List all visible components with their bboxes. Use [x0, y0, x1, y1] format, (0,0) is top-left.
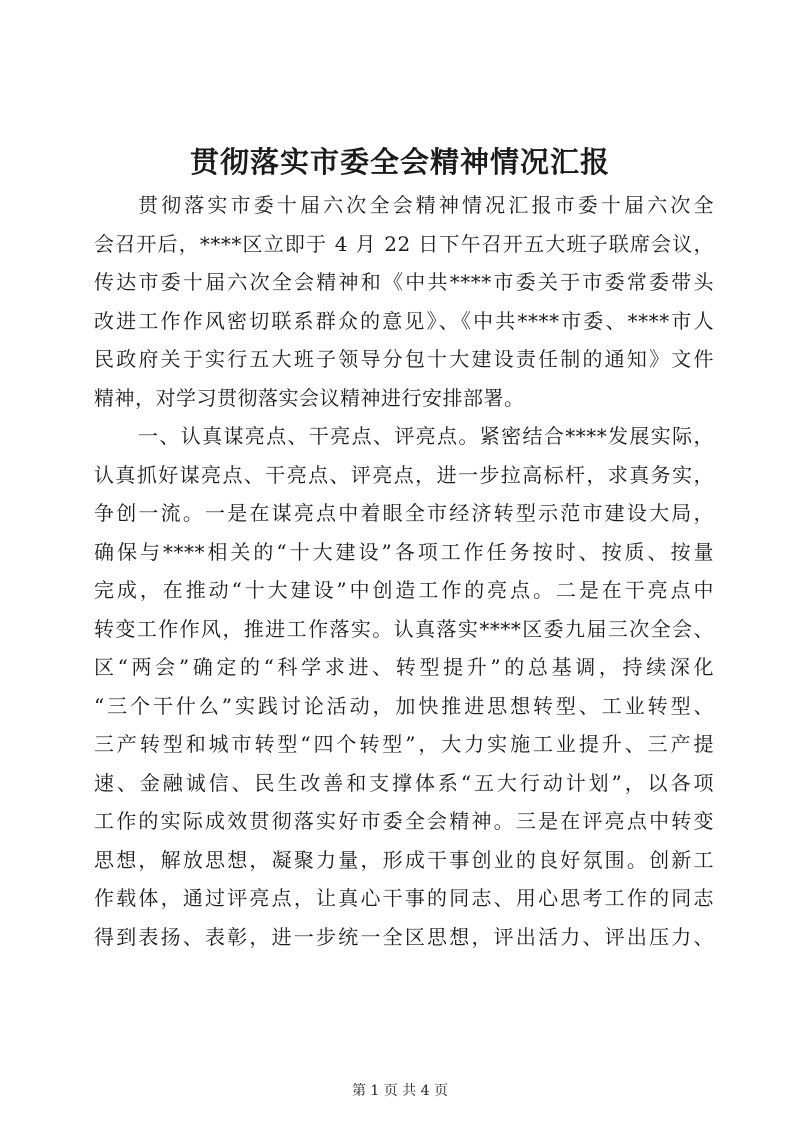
- body-line: 传达市委十届六次全会精神和《中共****市委关于市委常委带头: [94, 270, 714, 294]
- document-title: 贯彻落实市委全会精神情况汇报: [189, 145, 610, 179]
- body-line: 作载体，通过评亮点，让真心干事的同志、用心思考工作的同志: [94, 886, 714, 910]
- body-line: 完成，在推动“十大建设”中创造工作的亮点。二是在干亮点中: [94, 578, 714, 602]
- body-line: 会召开后，****区立即于 4 月 22 日下午召开五大班子联席会议，: [94, 231, 714, 256]
- body-line: “三个干什么”实践讨论活动，加快推进思想转型、工业转型、: [94, 693, 714, 718]
- body-line: 精神，对学习贯彻落实会议精神进行安排部署。: [94, 385, 525, 410]
- body-line: 思想，解放思想，凝聚力量，形成干事创业的良好氛围。创新工: [94, 847, 714, 872]
- body-line: 贯彻落实市委十届六次全会精神情况汇报市委十届六次全: [138, 193, 714, 217]
- body-line: 确保与****相关的“十大建设”各项工作任务按时、按质、按量: [94, 539, 714, 564]
- body-line: 争创一流。一是在谋亮点中着眼全市经济转型示范市建设大局，: [94, 501, 714, 525]
- body-line: 速、金融诚信、民生改善和支撑体系“五大行动计划”，以各项: [94, 770, 714, 795]
- body-line: 区“两会”确定的“科学求进、转型提升”的总基调，持续深化: [94, 655, 714, 679]
- page-number-footer: 第 1 页 共 4 页: [351, 1083, 449, 1099]
- body-line: 转变工作作风，推进工作落实。认真落实****区委九届三次全会、: [94, 616, 714, 641]
- document-body: [94, 186, 714, 956]
- body-line: 工作的实际成效贯彻落实好市委全会精神。三是在评亮点中转变: [94, 809, 714, 833]
- body-line: 民政府关于实行五大班子领导分包十大建设责任制的通知》文件: [94, 347, 714, 371]
- body-line: 三产转型和城市转型“四个转型”，大力实施工业提升、三产提: [94, 732, 714, 756]
- body-line: 得到表扬、表彰，进一步统一全区思想，评出活力、评出压力、: [94, 924, 714, 949]
- body-line: 一、认真谋亮点、干亮点、评亮点。紧密结合****发展实际，: [138, 424, 714, 448]
- body-line: 认真抓好谋亮点、干亮点、评亮点，进一步拉高标杆，求真务实，: [94, 462, 714, 487]
- body-line: 改进工作作风密切联系群众的意见》、《中共****市委、****市人: [94, 308, 714, 333]
